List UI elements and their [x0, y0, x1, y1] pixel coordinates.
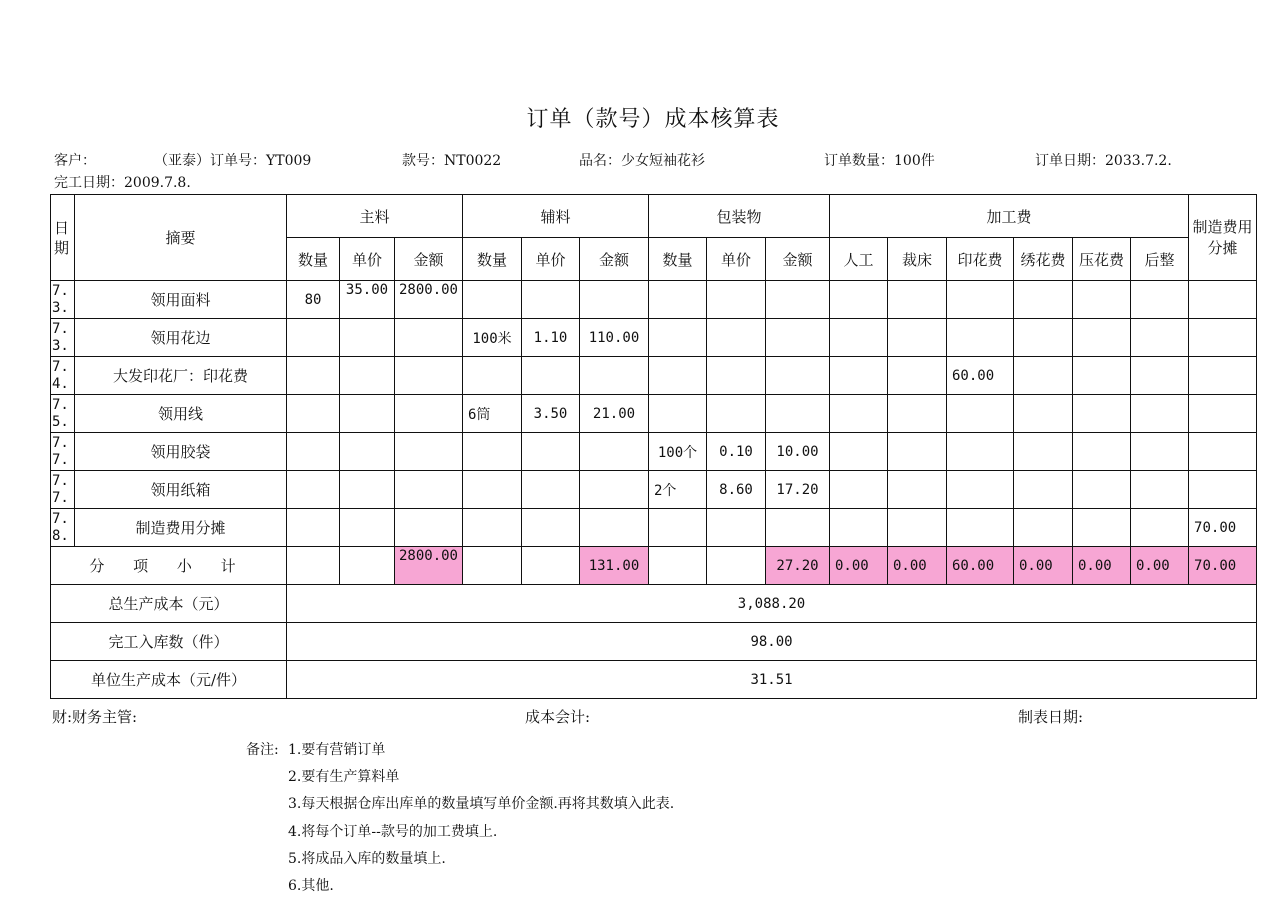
table-row: [51, 357, 1257, 395]
subtotal-label: 分 项 小 计: [51, 547, 287, 585]
order-date: 订单日期：2033.7.2.: [1035, 153, 1172, 169]
table-row: [51, 319, 1257, 357]
aux-qty-cell: 6筒: [463, 395, 522, 433]
order-number: （亚泰）订单号：YT009: [154, 153, 312, 169]
finished-qty-row: [51, 623, 1257, 661]
note-item: 6.其他.: [288, 878, 334, 895]
table-row: [51, 433, 1257, 471]
header-labor: 人工: [830, 238, 888, 281]
pack-qty-cell: 100个: [649, 433, 707, 471]
header-cutting: 裁床: [888, 238, 947, 281]
style-number: 款号：NT0022: [402, 153, 502, 169]
header-aux-qty: 数量: [463, 238, 522, 281]
table-row: [51, 509, 1257, 547]
notes: [246, 737, 674, 900]
notes-label: 备注:: [246, 742, 279, 758]
table-row: [51, 471, 1257, 509]
row-date: 7. 5.: [51, 395, 75, 433]
cost-table: [50, 194, 1257, 699]
note-item: 2.要有生产算料单: [288, 769, 400, 786]
subtotal-row: [51, 547, 1257, 585]
printing-cell: 60.00: [947, 357, 1014, 395]
header-aux-amount: 金额: [580, 238, 649, 281]
header-main-price: 单价: [340, 238, 395, 281]
row-summary: 制造费用分摊: [75, 509, 287, 547]
pack-qty-cell: 2个: [649, 471, 707, 509]
table-row: [51, 281, 1257, 319]
note-item: 1.要有营销订单: [288, 742, 386, 758]
header-pack-amount: 金额: [766, 238, 830, 281]
note-item: 3.每天根据仓库出库单的数量填写单价金额.再将其数填入此表.: [288, 796, 675, 813]
header-pack-qty: 数量: [649, 238, 707, 281]
header-main-material: 主料: [287, 195, 463, 238]
row-summary: 领用线: [75, 395, 287, 433]
unit-cost-value: 31.51: [287, 661, 1257, 699]
unit-cost-row: [51, 661, 1257, 699]
subtotal-allocation: 70.00: [1189, 547, 1257, 585]
main-qty-cell: 80: [287, 281, 340, 319]
subtotal-pack-amount: 27.20: [766, 547, 830, 585]
total-cost-label: 总生产成本（元）: [51, 585, 287, 623]
unit-cost-label: 单位生产成本（元/件）: [51, 661, 287, 699]
header-finishing: 后整: [1131, 238, 1189, 281]
header-packaging: 包装物: [649, 195, 830, 238]
row-date: 7. 3.: [51, 281, 75, 319]
finished-qty-value: 98.00: [287, 623, 1257, 661]
note-item: 5.将成品入库的数量填上.: [288, 850, 446, 867]
subtotal-embroidery: 0.00: [1014, 547, 1073, 585]
subtotal-finishing: 0.00: [1131, 547, 1189, 585]
finished-qty-label: 完工入库数（件）: [51, 623, 287, 661]
aux-price-cell: 3.50: [522, 395, 580, 433]
row-date: 7. 7.: [51, 433, 75, 471]
subtotal-main-amount: 2800.00: [395, 547, 463, 585]
subtotal-aux-amount: 131.00: [580, 547, 649, 585]
main-price-cell: 35.00: [340, 281, 395, 319]
cost-accountant-label: 成本会计:: [525, 708, 591, 726]
sheet-title: 订单（款号）成本核算表: [526, 107, 780, 132]
header-processing: 加工费: [830, 195, 1189, 238]
row-date: 7. 7.: [51, 471, 75, 509]
header-aux-material: 辅料: [463, 195, 649, 238]
header-main-qty: 数量: [287, 238, 340, 281]
pack-price-cell: 8.60: [707, 471, 766, 509]
header-main-amount: 金额: [395, 238, 463, 281]
row-date: 7. 4.: [51, 357, 75, 395]
subtotal-printing: 60.00: [947, 547, 1014, 585]
header-date: 日期: [51, 195, 75, 281]
row-summary: 领用花边: [75, 319, 287, 357]
finish-date: 完工日期：2009.7.8.: [54, 175, 191, 191]
subtotal-labor: 0.00: [830, 547, 888, 585]
finance-manager-label: 财:财务主管:: [52, 708, 138, 726]
aux-qty-cell: 100米: [463, 319, 522, 357]
header-pack-price: 单价: [707, 238, 766, 281]
subtotal-cutting: 0.00: [888, 547, 947, 585]
pack-amount-cell: 10.00: [766, 433, 830, 471]
header-aux-price: 单价: [522, 238, 580, 281]
header-embroidery: 绣花费: [1014, 238, 1073, 281]
row-date: 7. 8.: [51, 509, 75, 547]
report-date-label: 制表日期:: [1018, 708, 1084, 726]
main-amount-cell: 2800.00: [395, 281, 463, 319]
aux-price-cell: 1.10: [522, 319, 580, 357]
header-summary: 摘要: [75, 195, 287, 281]
row-summary: 大发印花厂：印花费: [75, 357, 287, 395]
row-summary: 领用胶袋: [75, 433, 287, 471]
customer-label: 客户：: [54, 153, 96, 169]
row-date: 7. 3.: [51, 319, 75, 357]
pack-price-cell: 0.10: [707, 433, 766, 471]
aux-amount-cell: 21.00: [580, 395, 649, 433]
product-name: 品名：少女短袖花衫: [579, 153, 705, 169]
row-summary: 领用纸箱: [75, 471, 287, 509]
table-row: [51, 395, 1257, 433]
note-item: 4.将每个订单--款号的加工费填上.: [288, 823, 498, 840]
header-printing: 印花费: [947, 238, 1014, 281]
header-allocation: 制造费用分摊: [1189, 195, 1257, 281]
subtotal-pressing: 0.00: [1073, 547, 1131, 585]
aux-amount-cell: 110.00: [580, 319, 649, 357]
total-cost-row: [51, 585, 1257, 623]
order-quantity: 订单数量：100件: [824, 153, 935, 169]
pack-amount-cell: 17.20: [766, 471, 830, 509]
header-pressing: 压花费: [1073, 238, 1131, 281]
row-summary: 领用面料: [75, 281, 287, 319]
allocation-cell: 70.00: [1189, 509, 1257, 547]
total-cost-value: 3,088.20: [287, 585, 1257, 623]
